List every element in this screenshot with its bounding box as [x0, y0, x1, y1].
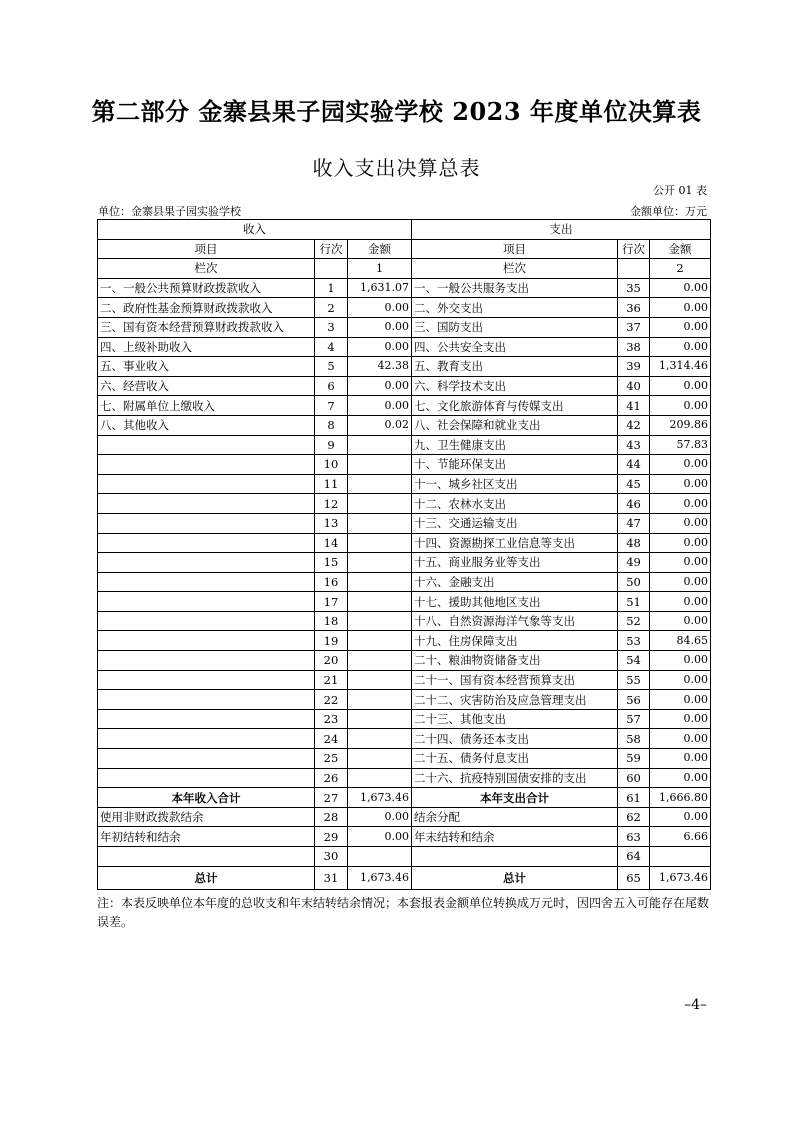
income-row-no: 18: [315, 611, 348, 631]
expense-row-no: 54: [618, 651, 650, 671]
income-amount: [348, 729, 412, 749]
income-amount: 0.02: [348, 415, 412, 435]
expense-item: 二、外交支出: [412, 298, 618, 318]
income-amount: [348, 513, 412, 533]
income-item: 本年收入合计: [98, 788, 315, 808]
table-row: [98, 827, 711, 847]
table-row: [98, 807, 711, 827]
expense-row-no: 39: [618, 357, 650, 377]
table-note: 注：本表反映单位本年度的总收支和年末结转结余情况；本套报表金额单位转换成万元时，因四舍五入可能存在尾数误差。: [97, 896, 710, 929]
table-row: [98, 670, 711, 690]
expense-column-label: 栏次: [412, 259, 618, 279]
income-row-no: 7: [315, 396, 348, 416]
income-row-no: 13: [315, 513, 348, 533]
expense-item: [412, 847, 618, 867]
subtotal-row: [98, 788, 711, 808]
income-row-no: 8: [315, 415, 348, 435]
expense-row-no: 37: [618, 317, 650, 337]
form-code: 公开 01 表: [653, 184, 707, 197]
income-amount: 0.00: [348, 807, 412, 827]
income-row-no: 1: [315, 278, 348, 298]
expense-item: 四、公共安全支出: [412, 337, 618, 357]
income-row-no-blank: [315, 259, 348, 279]
expense-row-no: 38: [618, 337, 650, 357]
table-row: [98, 435, 711, 455]
expense-item: 二十五、债务付息支出: [412, 749, 618, 769]
expense-item: 二十六、抗疫特别国债安排的支出: [412, 768, 618, 788]
income-item: [98, 533, 315, 553]
expense-item: 十九、住房保障支出: [412, 631, 618, 651]
expense-amount: 1,666.80: [650, 788, 711, 808]
expense-item: 六、科学技术支出: [412, 376, 618, 396]
expense-item: 十七、援助其他地区支出: [412, 592, 618, 612]
income-amount: [348, 494, 412, 514]
expense-amount: 0.00: [650, 611, 711, 631]
income-row-no: 6: [315, 376, 348, 396]
expense-amount-header: 金额: [650, 239, 711, 259]
expense-amount: 0.00: [650, 592, 711, 612]
expense-item: 二十三、其他支出: [412, 709, 618, 729]
expense-item-header: 项目: [412, 239, 618, 259]
income-amount: 1,673.46: [348, 788, 412, 808]
expense-amount: 1,314.46: [650, 357, 711, 377]
expense-item: 总计: [412, 866, 618, 889]
income-row-no: 19: [315, 631, 348, 651]
expense-row-no: 62: [618, 807, 650, 827]
expense-row-no: 48: [618, 533, 650, 553]
table-row: [98, 396, 711, 416]
expense-amount: 0.00: [650, 651, 711, 671]
expense-row-no: 36: [618, 298, 650, 318]
expense-row-no: 42: [618, 415, 650, 435]
table-row: [98, 729, 711, 749]
income-amount: 0.00: [348, 827, 412, 847]
expense-item: 本年支出合计: [412, 788, 618, 808]
expense-item: 三、国防支出: [412, 317, 618, 337]
expense-row-no: 50: [618, 572, 650, 592]
table-row: [98, 278, 711, 298]
income-amount: 0.00: [348, 376, 412, 396]
income-amount: [348, 847, 412, 867]
income-item: 年初结转和结余: [98, 827, 315, 847]
expense-amount: 0.00: [650, 533, 711, 553]
income-amount: [348, 611, 412, 631]
income-item: [98, 690, 315, 710]
income-amount: [348, 474, 412, 494]
table-row: [98, 709, 711, 729]
expense-amount: 0.00: [650, 709, 711, 729]
income-amount-header: 金额: [348, 239, 412, 259]
income-amount: 1,631.07: [348, 278, 412, 298]
income-row-no: 23: [315, 709, 348, 729]
expense-row-no: 61: [618, 788, 650, 808]
expense-row-no: 49: [618, 553, 650, 573]
expense-column-number: 2: [650, 259, 711, 279]
income-item: [98, 553, 315, 573]
income-amount: [348, 651, 412, 671]
expense-item: 十三、交通运输支出: [412, 513, 618, 533]
expense-item: 十一、城乡社区支出: [412, 474, 618, 494]
table-row: [98, 357, 711, 377]
table-row: [98, 298, 711, 318]
income-header: 收入: [98, 220, 412, 240]
table-row: [98, 513, 711, 533]
income-amount: 42.38: [348, 357, 412, 377]
expense-amount: 0.00: [650, 513, 711, 533]
income-amount: 0.00: [348, 317, 412, 337]
income-item: 一、一般公共预算财政拨款收入: [98, 278, 315, 298]
income-row-no: 21: [315, 670, 348, 690]
expense-amount: 0.00: [650, 690, 711, 710]
income-amount: [348, 709, 412, 729]
section-header-row: [98, 220, 711, 240]
income-amount: 1,673.46: [348, 866, 412, 889]
expense-item: 年末结转和结余: [412, 827, 618, 847]
income-item: [98, 435, 315, 455]
amount-unit-label: 金额单位：万元: [630, 205, 707, 218]
table-row: [98, 611, 711, 631]
expense-amount: 0.00: [650, 278, 711, 298]
income-amount: 0.00: [348, 337, 412, 357]
expense-row-no: 53: [618, 631, 650, 651]
income-amount: [348, 690, 412, 710]
expense-amount: 0.00: [650, 376, 711, 396]
table-row: [98, 415, 711, 435]
expense-item: 十五、商业服务业等支出: [412, 553, 618, 573]
expense-item: 二十一、国有资本经营预算支出: [412, 670, 618, 690]
expense-item: 九、卫生健康支出: [412, 435, 618, 455]
expense-amount: 6.66: [650, 827, 711, 847]
grand-total-row: [98, 866, 711, 889]
expense-amount: 0.00: [650, 553, 711, 573]
table-row: [98, 337, 711, 357]
income-row-no: 16: [315, 572, 348, 592]
table-row: [98, 553, 711, 573]
income-column-label: 栏次: [98, 259, 315, 279]
table-row: [98, 572, 711, 592]
income-expense-table: [97, 219, 711, 890]
expense-amount: 0.00: [650, 729, 711, 749]
income-item: [98, 494, 315, 514]
table-title: 收入支出决算总表: [312, 156, 481, 180]
income-row-no: 15: [315, 553, 348, 573]
expense-item: 二十二、灾害防治及应急管理支出: [412, 690, 618, 710]
table-row: [98, 768, 711, 788]
expense-item: 二十四、债务还本支出: [412, 729, 618, 749]
table-row: [98, 592, 711, 612]
expense-amount: 1,673.46: [650, 866, 711, 889]
table-row: [98, 749, 711, 769]
income-row-no: 22: [315, 690, 348, 710]
income-row-no: 9: [315, 435, 348, 455]
expense-row-no: 35: [618, 278, 650, 298]
table-row: [98, 474, 711, 494]
table-row: [98, 455, 711, 475]
income-item: [98, 592, 315, 612]
income-row-no: 29: [315, 827, 348, 847]
expense-row-no: 64: [618, 847, 650, 867]
income-row-no: 17: [315, 592, 348, 612]
expense-row-no: 57: [618, 709, 650, 729]
expense-amount: 0.00: [650, 474, 711, 494]
income-item: [98, 749, 315, 769]
expense-amount: 209.86: [650, 415, 711, 435]
income-amount: [348, 572, 412, 592]
income-row-no: 20: [315, 651, 348, 671]
expense-row-no: 46: [618, 494, 650, 514]
income-row-no: 24: [315, 729, 348, 749]
expense-item: 十、节能环保支出: [412, 455, 618, 475]
expense-row-no: 40: [618, 376, 650, 396]
income-item: 使用非财政拨款结余: [98, 807, 315, 827]
table-row: [98, 317, 711, 337]
income-item: 二、政府性基金预算财政拨款收入: [98, 298, 315, 318]
expense-row-no: 45: [618, 474, 650, 494]
expense-header: 支出: [412, 220, 711, 240]
income-amount: [348, 749, 412, 769]
expense-item: 十八、自然资源海洋气象等支出: [412, 611, 618, 631]
income-row-no: 27: [315, 788, 348, 808]
expense-item: 一、一般公共服务支出: [412, 278, 618, 298]
income-item: 总计: [98, 866, 315, 889]
income-amount: [348, 670, 412, 690]
table-row: [98, 631, 711, 651]
expense-row-no: 51: [618, 592, 650, 612]
income-item: 五、事业收入: [98, 357, 315, 377]
income-item: [98, 651, 315, 671]
income-row-no: 31: [315, 866, 348, 889]
expense-row-no: 44: [618, 455, 650, 475]
unit-label: 单位：金寨县果子园实验学校: [98, 205, 241, 218]
table-row: [98, 376, 711, 396]
income-item: [98, 474, 315, 494]
income-item: 六、经营收入: [98, 376, 315, 396]
income-row-no: 12: [315, 494, 348, 514]
table-row: [98, 651, 711, 671]
income-amount: [348, 553, 412, 573]
income-amount: [348, 533, 412, 553]
income-row-no: 4: [315, 337, 348, 357]
expense-row-no: 65: [618, 866, 650, 889]
expense-amount: 0.00: [650, 768, 711, 788]
expense-row-no: 60: [618, 768, 650, 788]
expense-row-no-header: 行次: [618, 239, 650, 259]
expense-amount: 0.00: [650, 670, 711, 690]
income-row-no: 3: [315, 317, 348, 337]
expense-amount: 0.00: [650, 494, 711, 514]
expense-row-no: 52: [618, 611, 650, 631]
expense-item: 结余分配: [412, 807, 618, 827]
expense-item: 七、文化旅游体育与传媒支出: [412, 396, 618, 416]
expense-amount: 57.83: [650, 435, 711, 455]
expense-amount: 0.00: [650, 572, 711, 592]
income-amount: [348, 435, 412, 455]
expense-item: 二十、粮油物资储备支出: [412, 651, 618, 671]
expense-amount: 0.00: [650, 807, 711, 827]
income-amount: [348, 455, 412, 475]
income-item: [98, 455, 315, 475]
expense-item: 五、教育支出: [412, 357, 618, 377]
income-amount: 0.00: [348, 298, 412, 318]
income-row-no: 11: [315, 474, 348, 494]
table-row: [98, 533, 711, 553]
expense-amount: 0.00: [650, 749, 711, 769]
income-amount: [348, 768, 412, 788]
expense-row-no: 43: [618, 435, 650, 455]
income-row-no: 5: [315, 357, 348, 377]
income-item: 八、其他收入: [98, 415, 315, 435]
column-number-row: [98, 259, 711, 279]
income-amount: 0.00: [348, 396, 412, 416]
expense-amount: 0.00: [650, 298, 711, 318]
income-row-no: 2: [315, 298, 348, 318]
income-row-no: 28: [315, 807, 348, 827]
expense-row-no: 59: [618, 749, 650, 769]
income-item: [98, 631, 315, 651]
income-item: [98, 847, 315, 867]
income-item: [98, 709, 315, 729]
expense-amount: [650, 847, 711, 867]
expense-row-no-blank: [618, 259, 650, 279]
income-column-number: 1: [348, 259, 412, 279]
table-row: [98, 494, 711, 514]
expense-item: 十二、农林水支出: [412, 494, 618, 514]
income-item-header: 项目: [98, 239, 315, 259]
income-item: 四、上级补助收入: [98, 337, 315, 357]
expense-amount: 84.65: [650, 631, 711, 651]
income-item: [98, 729, 315, 749]
expense-item: 十四、资源勘探工业信息等支出: [412, 533, 618, 553]
expense-item: 十六、金融支出: [412, 572, 618, 592]
expense-row-no: 47: [618, 513, 650, 533]
expense-amount: 0.00: [650, 396, 711, 416]
expense-row-no: 63: [618, 827, 650, 847]
expense-amount: 0.00: [650, 337, 711, 357]
document-title: 第二部分 金寨县果子园实验学校 2023 年度单位决算表: [91, 97, 702, 126]
expense-row-no: 56: [618, 690, 650, 710]
income-item: [98, 513, 315, 533]
column-header-row: [98, 239, 711, 259]
income-row-no: 25: [315, 749, 348, 769]
income-row-no: 26: [315, 768, 348, 788]
expense-row-no: 58: [618, 729, 650, 749]
expense-amount: 0.00: [650, 455, 711, 475]
expense-row-no: 55: [618, 670, 650, 690]
income-item: 三、国有资本经营预算财政拨款收入: [98, 317, 315, 337]
income-row-no: 10: [315, 455, 348, 475]
income-item: [98, 611, 315, 631]
table-row: [98, 690, 711, 710]
table-row: [98, 847, 711, 867]
income-item: [98, 670, 315, 690]
page-number: –4–: [684, 997, 707, 1013]
income-item: 七、附属单位上缴收入: [98, 396, 315, 416]
income-item: [98, 768, 315, 788]
income-row-no: 14: [315, 533, 348, 553]
expense-amount: 0.00: [650, 317, 711, 337]
income-row-no-header: 行次: [315, 239, 348, 259]
income-row-no: 30: [315, 847, 348, 867]
income-amount: [348, 631, 412, 651]
income-item: [98, 572, 315, 592]
income-amount: [348, 592, 412, 612]
expense-row-no: 41: [618, 396, 650, 416]
expense-item: 八、社会保障和就业支出: [412, 415, 618, 435]
